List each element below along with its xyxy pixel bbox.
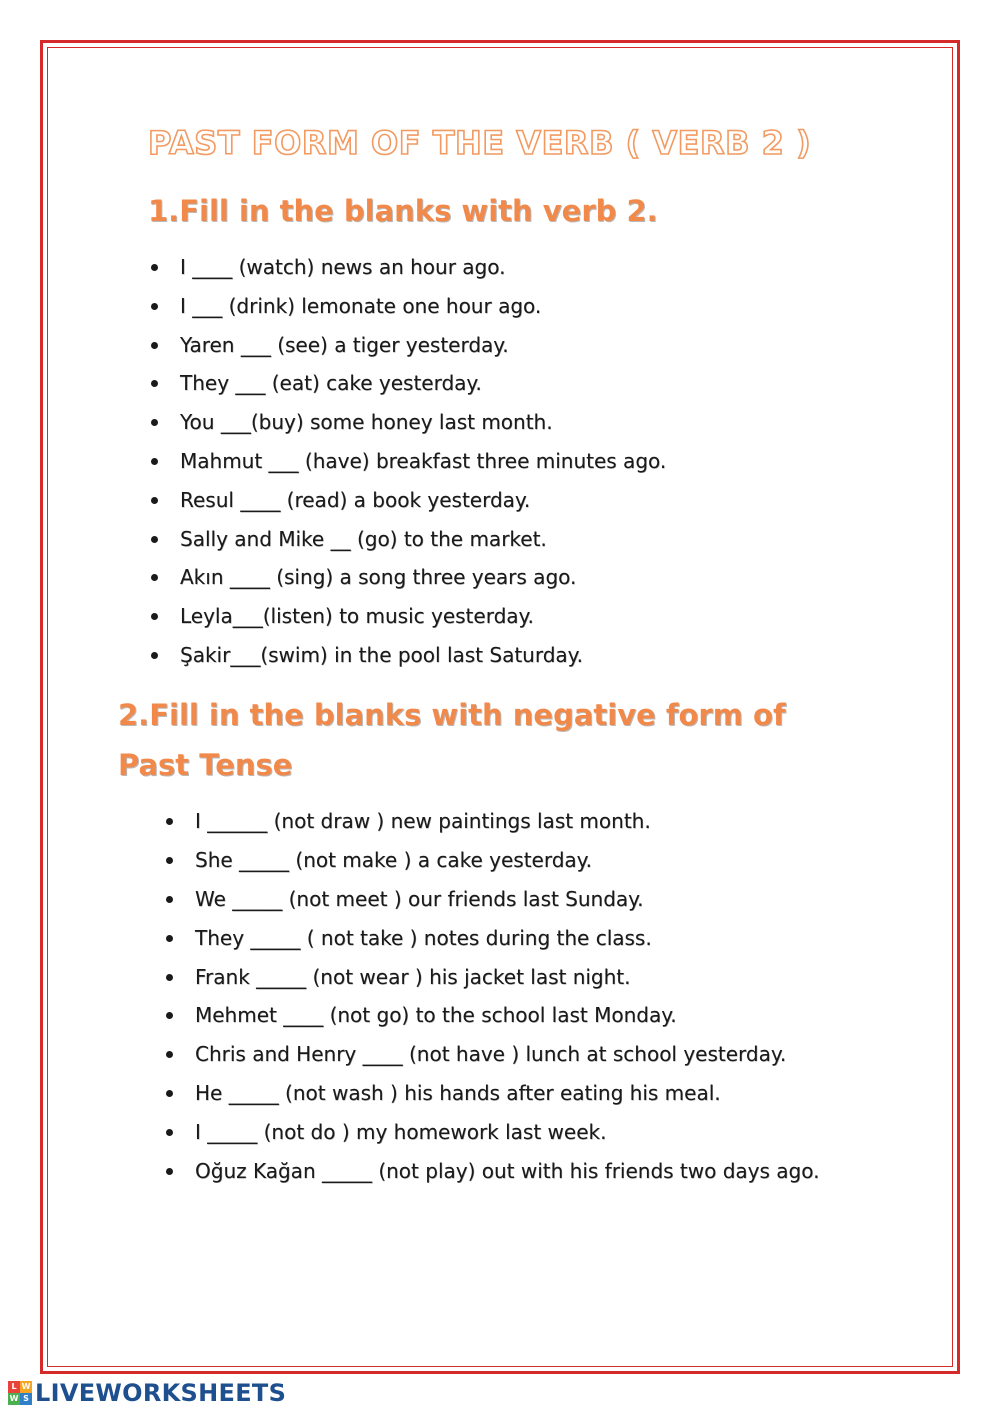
list-item: Leyla___(listen) to music yesterday. [148, 601, 666, 640]
list-item: Sally and Mike __ (go) to the market. [148, 524, 666, 563]
list-item: Akın ____ (sing) a song three years ago. [148, 562, 666, 601]
list-item: I ____ (watch) news an hour ago. [148, 252, 666, 291]
list-item: Mehmet ____ (not go) to the school last Monday. [163, 1000, 855, 1039]
list-item: Şakir___(swim) in the pool last Saturday. [148, 640, 666, 679]
section2-list [163, 806, 855, 1191]
list-item: She _____ (not make ) a cake yesterday. [163, 845, 855, 884]
list-item: You ___(buy) some honey last month. [148, 407, 666, 446]
liveworksheets-logo-text: LIVEWORKSHEETS [35, 1379, 287, 1407]
section1-list [148, 252, 666, 679]
list-item: Oğuz Kağan _____ (not play) out with his friends two days ago. [163, 1152, 855, 1191]
liveworksheets-logo[interactable] [8, 1378, 286, 1408]
list-item: They _____ ( not take ) notes during the class. [163, 923, 855, 962]
list-item: I ______ (not draw ) new paintings last month. [163, 806, 855, 845]
section2-heading [118, 690, 786, 790]
worksheet-title: PAST FORM OF THE VERB ( VERB 2 ) [148, 124, 812, 162]
section1-heading: 1.Fill in the blanks with verb 2. [148, 194, 658, 228]
list-item: Yaren ___ (see) a tiger yesterday. [148, 330, 666, 369]
list-item: Frank _____ (not wear ) his jacket last night. [163, 962, 855, 1001]
list-item: Resul ____ (read) a book yesterday. [148, 485, 666, 524]
list-item: They ___ (eat) cake yesterday. [148, 368, 666, 407]
list-item: I _____ (not do ) my homework last week. [163, 1117, 855, 1156]
list-item: I ___ (drink) lemonate one hour ago. [148, 291, 666, 330]
list-item: Mahmut ___ (have) breakfast three minutes ago. [148, 446, 666, 485]
section2-heading-line1: 2.Fill in the blanks with negative form of [118, 698, 786, 732]
list-item: Chris and Henry ____ (not have ) lunch at school yesterday. [163, 1039, 855, 1078]
section2-heading-line2: Past Tense [118, 748, 293, 782]
list-item: We _____ (not meet ) our friends last Sunday. [163, 884, 855, 923]
liveworksheets-logo-icon: L W W S [9, 1382, 31, 1403]
list-item: He _____ (not wash ) his hands after eating his meal. [163, 1078, 855, 1117]
